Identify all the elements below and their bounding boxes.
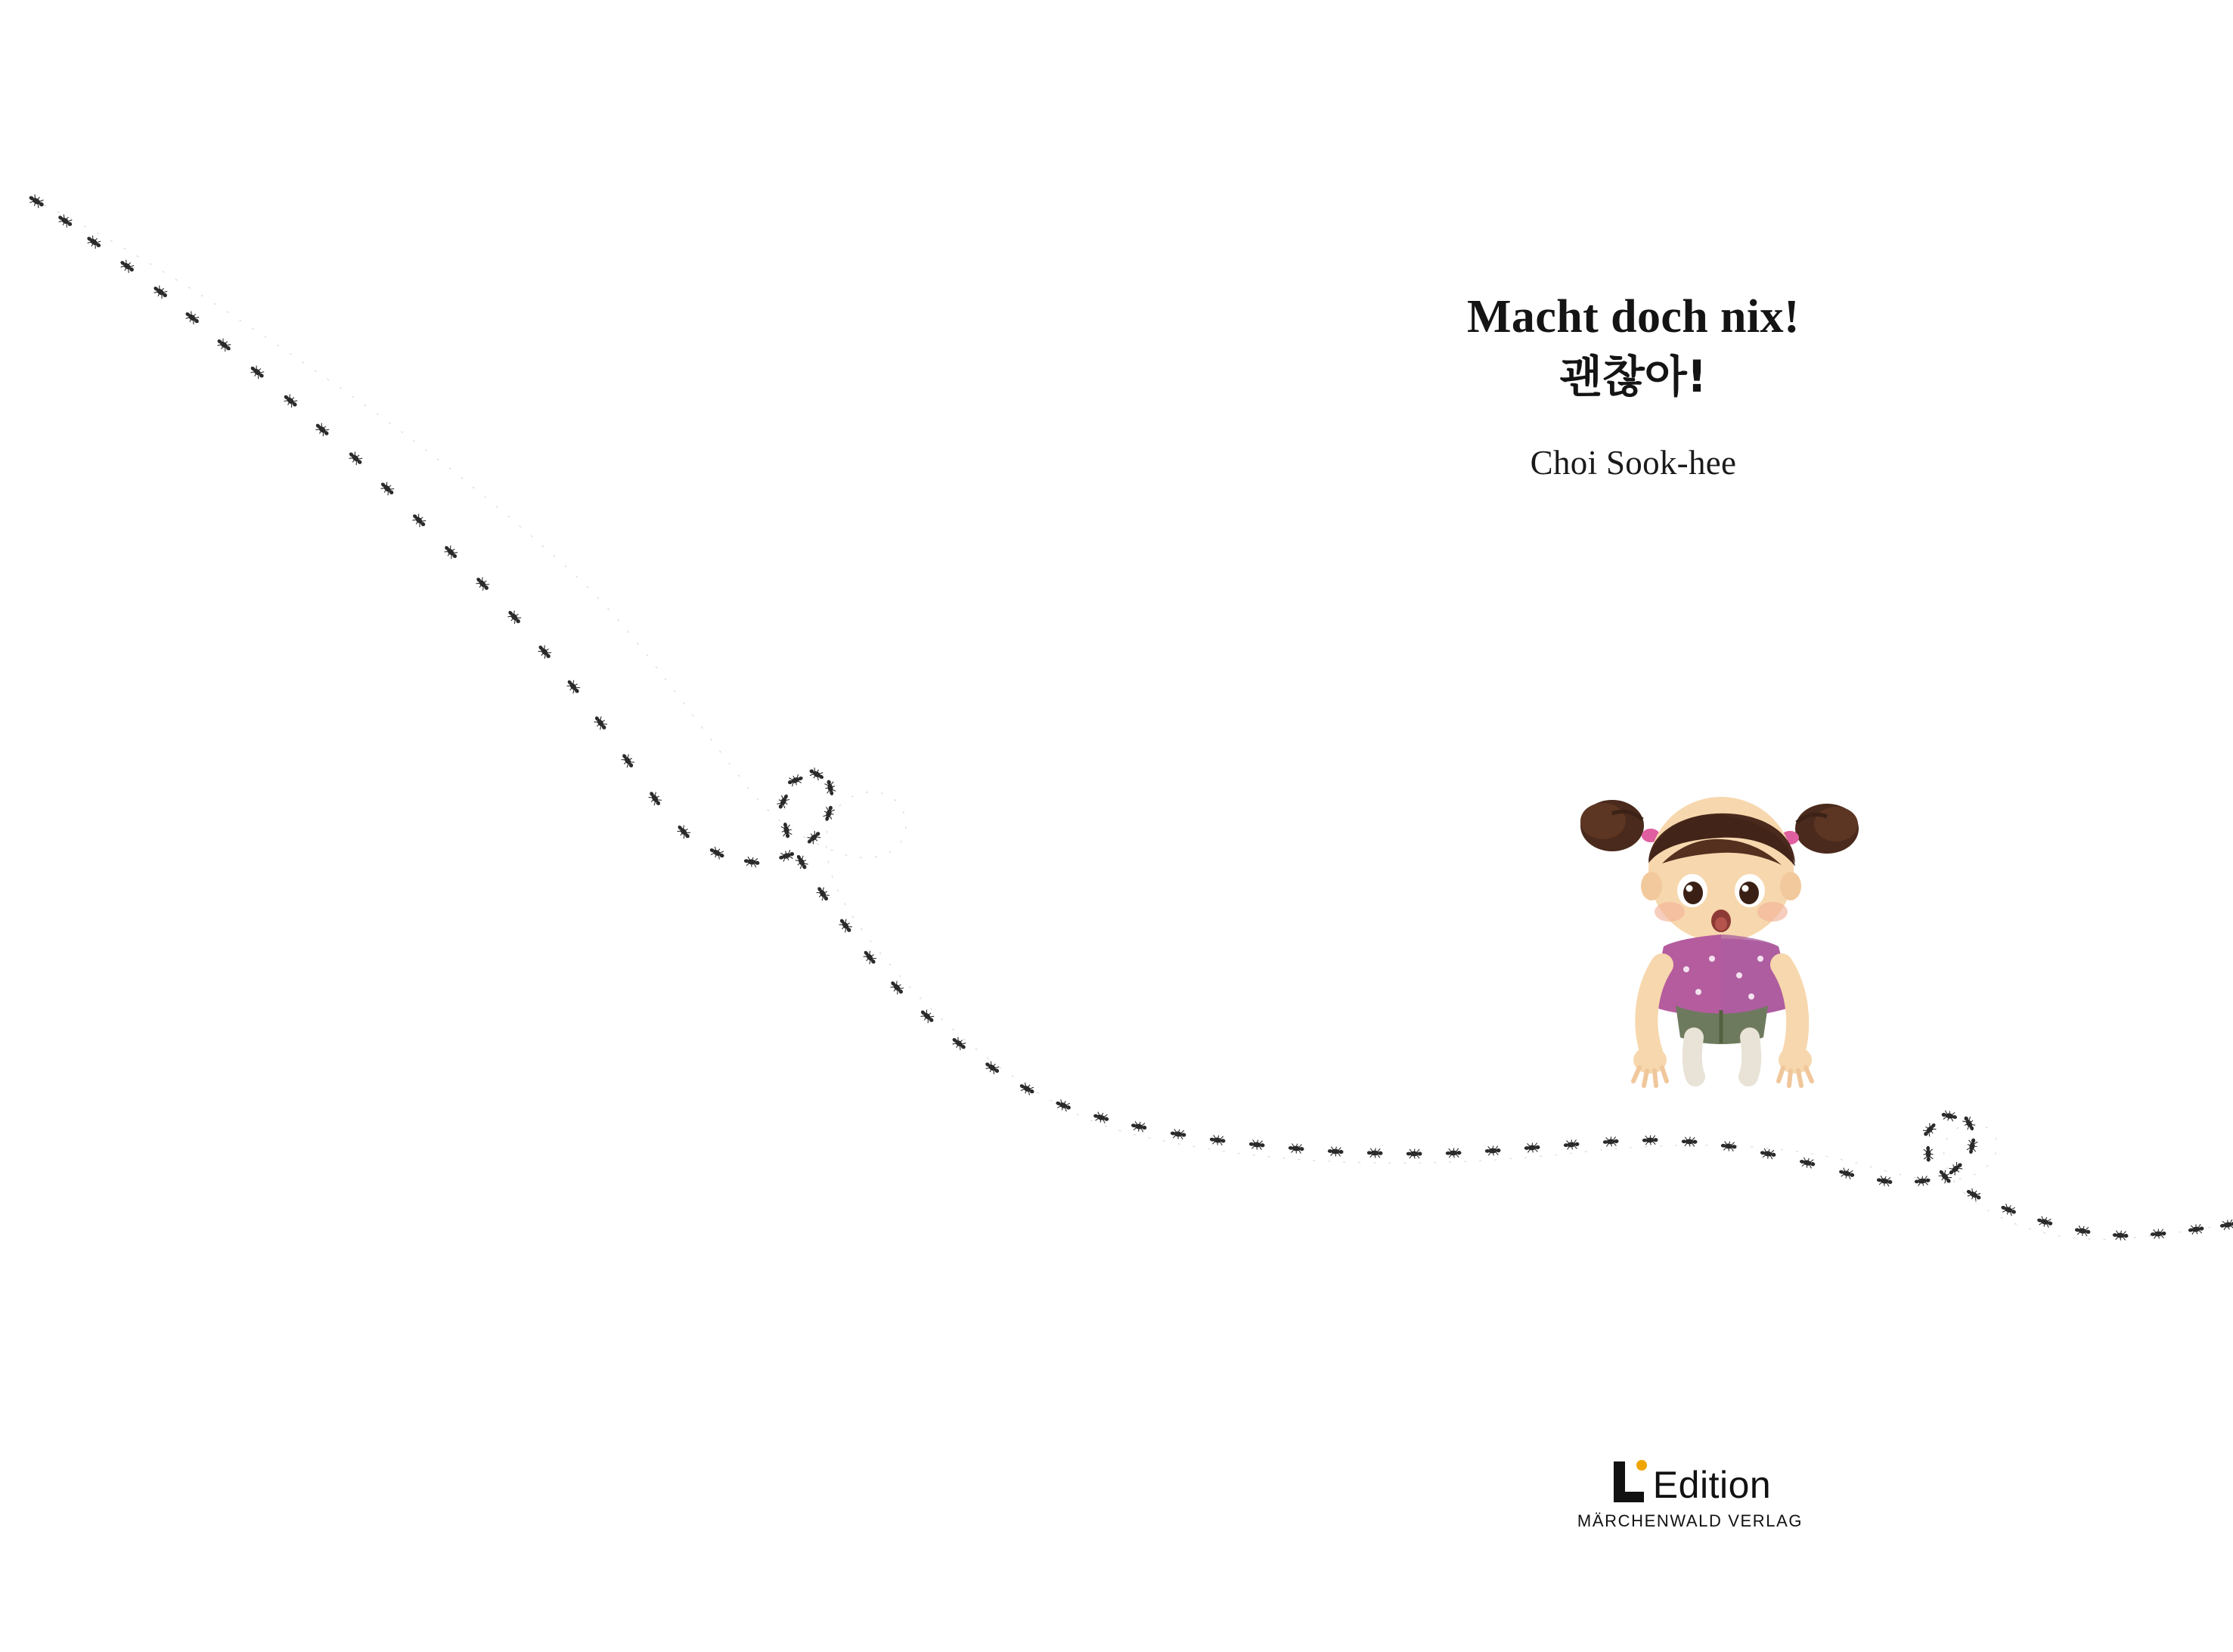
publisher-imprint: MÄRCHENWALD VERLAG: [1577, 1511, 1803, 1530]
page-title: Macht doch nix!: [1467, 291, 1800, 342]
title-block: [1376, 291, 1890, 482]
publisher-logo: [1577, 1455, 1803, 1531]
logo-row: [1577, 1455, 1803, 1505]
author-name: Choi Sook-hee: [1530, 444, 1737, 482]
girl-illustration: [1573, 756, 1868, 1104]
publisher-name: Edition: [1652, 1464, 1772, 1506]
page-title-korean: 괜찮아!: [1559, 351, 1707, 403]
logo-l-icon: [1609, 1458, 1648, 1505]
